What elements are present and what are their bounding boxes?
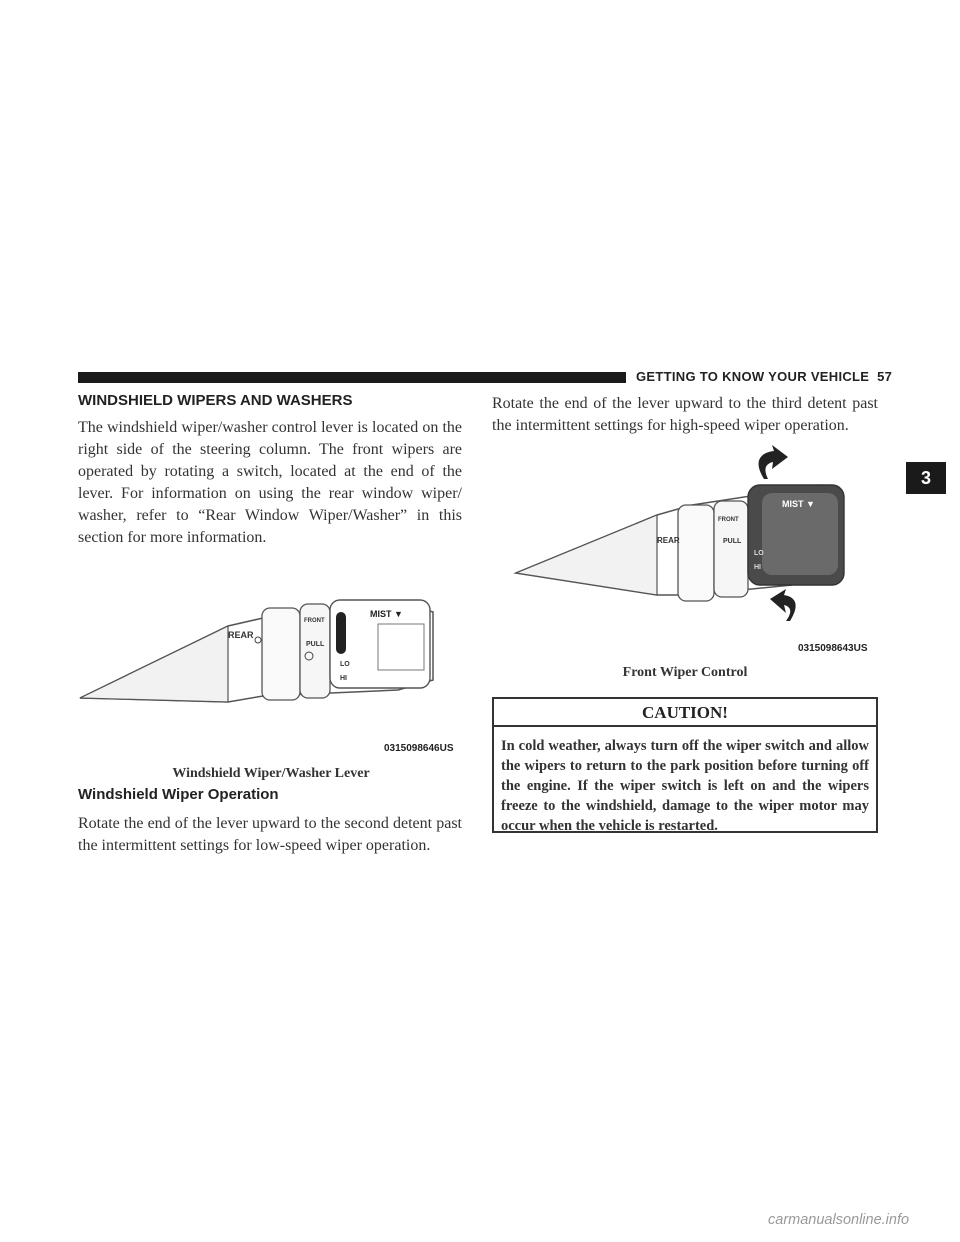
chapter-tab: 3 <box>906 462 946 494</box>
high-speed-paragraph: Rotate the end of the lever upward to the third detent past the intermittent settings for high-speed wiper operation. <box>492 395 878 434</box>
figure2-caption: Front Wiper Control <box>622 665 748 680</box>
section-title: WINDSHIELD WIPERS AND WASHERS <box>78 392 353 409</box>
wiper-lever-figure <box>78 590 464 760</box>
figure2-code: 0315098643US <box>798 643 868 654</box>
rear-label-2: REAR <box>657 536 680 545</box>
page-number: 57 <box>877 369 893 384</box>
pull-label: PULL <box>306 641 325 648</box>
caution-box <box>492 697 878 833</box>
rotate-up-arrow-icon <box>759 445 788 479</box>
low-speed-paragraph: Rotate the end of the lever upward to the second detent past the intermittent settings for low-speed wiper operation. <box>78 815 462 854</box>
lo-label: LO <box>340 661 350 668</box>
lo-label-2: LO <box>754 550 764 557</box>
running-header <box>636 369 892 384</box>
subsection-title: Windshield Wiper Operation <box>78 786 279 803</box>
pull-label-2: PULL <box>723 538 742 545</box>
rotate-down-arrow-icon <box>770 589 796 621</box>
watermark-text: carmanualsonline.info <box>768 1212 910 1228</box>
caution-title: CAUTION! <box>494 699 876 727</box>
watermark-logo <box>768 1200 918 1236</box>
mist-label-2: MIST ▼ <box>782 499 815 509</box>
front-wiper-illustration <box>492 445 878 650</box>
header-title: GETTING TO KNOW YOUR VEHICLE <box>636 369 870 384</box>
wiper-lever-illustration <box>78 590 464 760</box>
rear-label: REAR <box>228 630 254 640</box>
front-label: FRONT <box>304 618 325 624</box>
caution-text: In cold weather, always turn off the wiper switch and allow the wipers to return to the park position before turning off the engine. If the wiper switch is left on and the wipers freeze to the windshield, damage to the wiper motor may occur when the vehicle is restarted. <box>501 738 869 834</box>
hi-label-2: HI <box>754 564 761 571</box>
mist-label: MIST ▼ <box>370 609 403 619</box>
intro-paragraph: The windshield wiper/washer control lever is located on the right side of the steering column. The front wipers are operated by rotating a switch, located at the end of the lever. For information on using the rear window wiper/ washer, refer to “Rear Window Wiper/Washer” in this section for more information. <box>78 419 462 546</box>
figure1-code: 0315098646US <box>384 743 454 754</box>
header-rule <box>78 372 626 383</box>
hi-label: HI <box>340 675 347 682</box>
figure1-caption: Windshield Wiper/Washer Lever <box>172 766 370 781</box>
front-label-2: FRONT <box>718 517 739 523</box>
front-wiper-figure <box>492 445 878 650</box>
